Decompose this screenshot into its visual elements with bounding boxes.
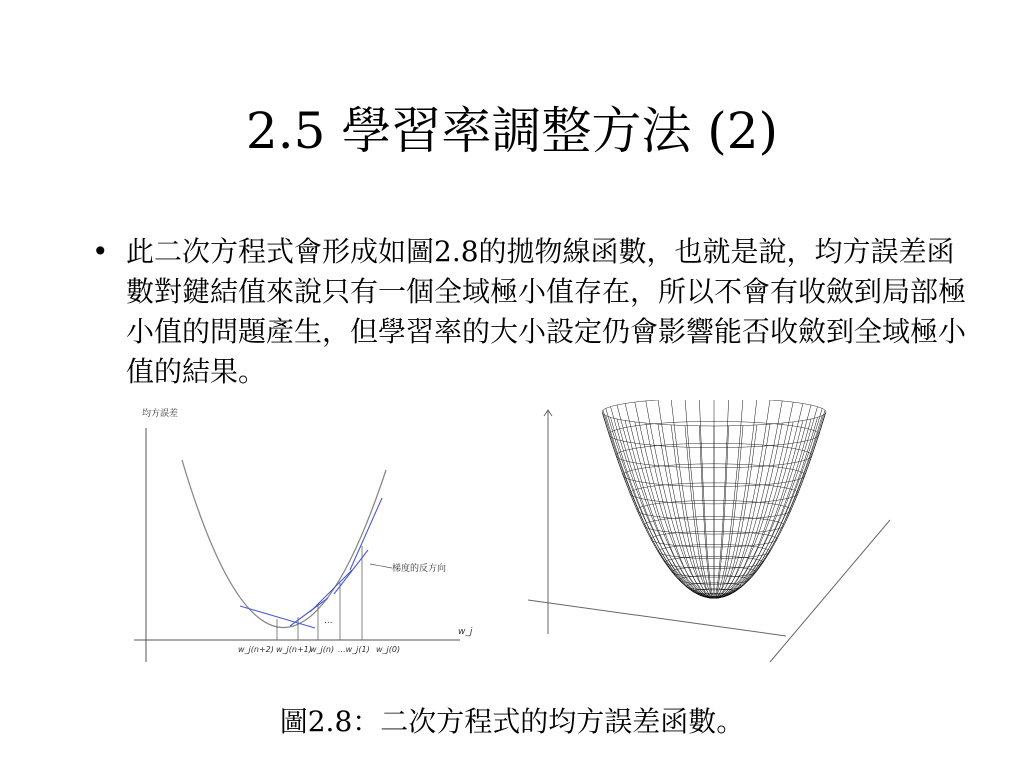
tangent-line (334, 550, 368, 594)
bullet-text: 此二次方程式會形成如圖2.8的拋物線函數，也就是說，均方誤差函數對鍵結值來說只有一個全域極小值存在，所以不會有收斂到局部極小值的問題產生，但學習率的大小設定仍會影響能否收斂到全域極小值的結果。 (126, 235, 967, 388)
mesh-line (714, 405, 811, 598)
floor-axis-front (528, 600, 786, 636)
paraboloid-mesh (602, 400, 826, 598)
y-axis-label: 均方誤差 (142, 409, 179, 419)
tick-label: w_j(n+1) (276, 645, 312, 654)
ellipsis-dots: ... (324, 616, 333, 626)
mesh-line (714, 423, 782, 598)
floor-axis-diagonal (770, 520, 890, 662)
annotation-leader (370, 564, 392, 568)
tangent-line (310, 570, 352, 612)
parabola-2d-plot (134, 407, 473, 662)
tangent-line (350, 498, 382, 570)
tick-label: w_j(n+2) (238, 645, 274, 654)
mesh-line (714, 416, 822, 598)
paraboloid-3d-plot (528, 400, 890, 662)
mesh-line (646, 423, 714, 598)
mesh-line (617, 405, 714, 598)
annotation-text: 梯度的反方向 (392, 564, 447, 574)
tangent-line (240, 606, 315, 628)
tick-label: w_j(n) (310, 645, 335, 654)
x-axis-label: w_j (458, 627, 473, 637)
tick-label: ...w_j(1) (338, 645, 370, 654)
slide-title: 2.5 學習率調整方法 (2) (245, 102, 779, 160)
bullet-paragraph (92, 232, 972, 392)
tick-label: w_j(0) (376, 645, 401, 654)
tangent-line (290, 598, 328, 626)
mesh-line (714, 417, 818, 598)
mesh-line (606, 416, 714, 598)
figure-caption: 圖2.8：二次方程式的均方誤差函數。 (279, 705, 745, 738)
parabola-curve (182, 460, 386, 628)
mesh-line (603, 414, 714, 598)
mesh-line (714, 414, 825, 598)
figure-2-8 (120, 400, 920, 670)
bullet-marker: • (92, 235, 109, 268)
mesh-line (611, 417, 715, 598)
